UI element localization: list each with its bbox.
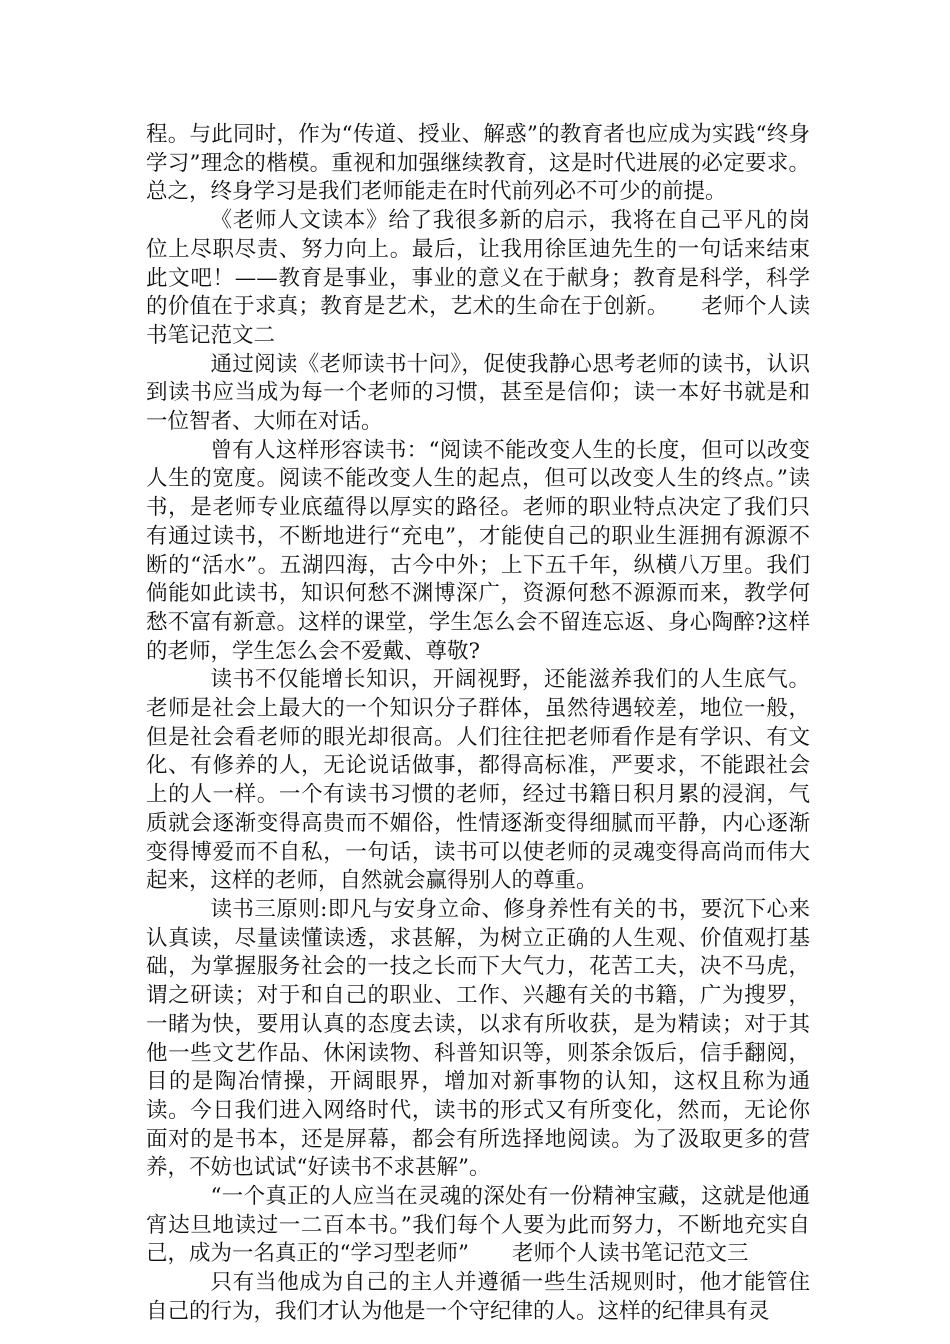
paragraph-6: 读书三原则:即凡与安身立命、修身养性有关的书，要沉下心来认真读，尽量读懂读透，求甚解，为树立正确的人生观、价值观打基础，为掌握服务社会的一技之长而下大气力，花苦工夫，决不马虎，谓之研读；对于和自己的职业、工作、兴趣有关的书籍，广为搜罗，一睹为快，要用认真的态度去读，以求有所收获，是为精读；对于其他一些文艺作品、休闲读物、科普知识等，则茶余饭后，信手翻阅，目的是陶冶情操，开阔眼界，增加对新事物的认知，这权且称为通读。今日我们进入网络时代，读书的形式又有所变化，然而，无论你面对的是书本，还是屏幕，都会有所选择地阅读。为了汲取更多的营养，不妨也试试“好读书不求甚解”。 <box>146 896 810 1181</box>
paragraph-3: 通过阅读《老师读书十问》，促使我静心思考老师的读书，认识到读书应当成为每一个老师的习惯，甚至是信仰；读一本好书就是和一位智者、大师在对话。 <box>146 351 810 435</box>
paragraph-4: 曾有人这样形容读书：“阅读不能改变人生的长度，但可以改变人生的宽度。阅读不能改变人生的起点，但可以改变人生的终点。”读书，是老师专业底蕴得以厚实的路径。老师的职业特点决定了我们只有通过读书，不断地进行“充电”，才能使自己的职业生涯拥有源源不断的“活水”。五湖四海，古今中外；上下五千年，纵横八万里。我们倘能如此读书，知识何愁不渊博深广，资源何愁不源源而来，教学何愁不富有新意。这样的课堂，学生怎么会不留连忘返、身心陶醉?这样的老师，学生怎么会不爱戴、尊敬? <box>146 437 810 664</box>
paragraph-5: 读书不仅能增长知识，开阔视野，还能滋养我们的人生底气。老师是社会上最大的一个知识分子群体，虽然待遇较差，地位一般，但是社会看老师的眼光却很高。人们往往把老师看作是有学识、有文化、有修养的人，无论说话做事，都得高标准，严要求，不能跟社会上的人一样。一个有读书习惯的老师，经过书籍日积月累的浸润，气质就会逐渐变得高贵而不媚俗，性情逐渐变得细腻而平静，内心逐渐变得博爱而不自私，一句话，读书可以使老师的灵魂变得高尚而伟大起来，这样的老师，自然就会赢得别人的尊重。 <box>146 667 810 894</box>
paragraph-8: 只有当他成为自己的主人并遵循一些生活规则时，他才能管住自己的行为，我们才认为他是一个守纪律的人。这样的纪律具有灵 <box>146 1270 810 1324</box>
paragraph-7: “一个真正的人应当在灵魂的深处有一份精神宝藏，这就是他通宵达旦地读过一二百本书。”我们每个人要为此而努力，不断地充实自己，成为一名真正的“学习型老师” 老师个人读书笔记范文三 <box>146 1184 810 1267</box>
document-page <box>146 121 810 1327</box>
paragraph-2: 《老师人文读本》给了我很多新的启示，我将在自己平凡的岗位上尽职尽责、努力向上。最后，让我用徐匡迪先生的一句话来结束此文吧！——教育是事业，事业的意义在于献身；教育是科学，科学的价值在于求真；教育是艺术，艺术的生命在于创新。 老师个人读书笔记范文二 <box>146 208 810 348</box>
paragraph-1: 程。与此同时，作为“传道、授业、解惑”的教育者也应成为实践“终身学习”理念的楷模。重视和加强继续教育，这是时代进展的必定要求。总之，终身学习是我们老师能走在时代前列必不可少的前提。 <box>146 122 810 205</box>
